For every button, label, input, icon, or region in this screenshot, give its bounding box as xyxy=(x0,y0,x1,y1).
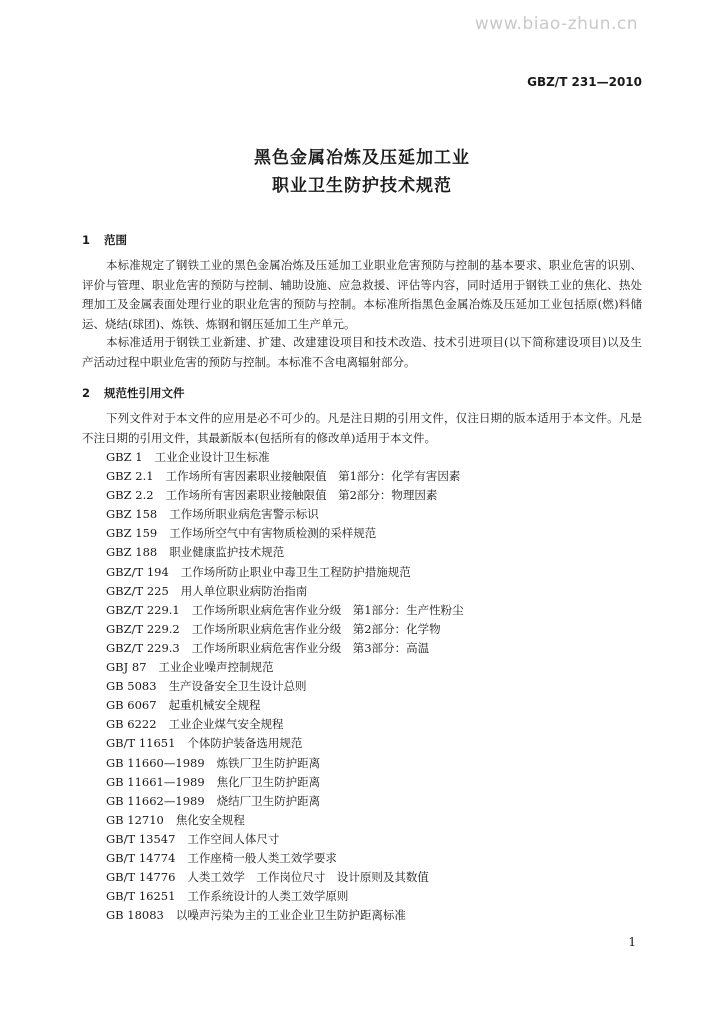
reference-item xyxy=(106,563,464,582)
reference-title: 工作场所有害因素职业接触限值 第1部分：化学有害因素 xyxy=(165,469,461,484)
reference-code: GB 5083 xyxy=(106,679,157,694)
reference-list xyxy=(106,448,464,925)
reference-code: GBZ 2.1 xyxy=(106,469,154,484)
reference-code: GB 12710 xyxy=(106,812,164,827)
reference-code: GB/T 14776 xyxy=(106,870,176,885)
reference-code: GBZ/T 194 xyxy=(106,564,169,579)
reference-code: GBZ 2.2 xyxy=(106,488,154,503)
reference-title: 生产设备安全卫生设计总则 xyxy=(168,679,307,694)
reference-code: GB 11660—1989 xyxy=(106,755,205,770)
section2-intro: 下列文件对于本文件的应用是必不可少的。凡是注日期的引用文件，仅注日期的版本适用于本文件。凡是不注日期的引用文件，其最新版本(包括所有的修改单)适用于本文件。 xyxy=(82,411,642,445)
reference-item xyxy=(106,792,464,811)
reference-item xyxy=(106,715,464,734)
reference-item xyxy=(106,467,464,486)
section1-title: 范围 xyxy=(104,233,127,247)
reference-code: GB 11662—1989 xyxy=(106,793,205,808)
section2-title: 规范性引用文件 xyxy=(104,386,185,400)
reference-code: GBZ 159 xyxy=(106,526,158,541)
reference-code: GBZ/T 229.3 xyxy=(106,640,180,655)
reference-item xyxy=(106,773,464,792)
reference-code: GBZ 1 xyxy=(106,450,143,464)
reference-title: 工作场所职业病危害作业分级 第2部分：化学物 xyxy=(191,621,441,636)
reference-code: GB/T 13547 xyxy=(106,831,176,846)
reference-code: GBJ 87 xyxy=(106,660,147,675)
standard-code: GBZ/T 231—2010 xyxy=(527,75,642,89)
section2-number: 2 xyxy=(82,386,91,400)
reference-code: GBZ/T 229.1 xyxy=(106,602,180,617)
reference-code: GBZ 158 xyxy=(106,507,158,522)
reference-code: GB/T 16251 xyxy=(106,889,176,904)
reference-title: 工作场所职业病危害作业分级 第3部分：高温 xyxy=(191,640,430,655)
reference-title: 工作空间人体尺寸 xyxy=(187,831,280,846)
reference-title: 工作场所空气中有害物质检测的采样规范 xyxy=(169,526,377,541)
reference-title: 工作场所职业病危害警示标识 xyxy=(169,507,319,522)
section1-paragraph2: 本标准适用于钢铁工业新建、扩建、改建建设项目和技术改造、技术引进项目(以下简称建设项目)以及生产活动过程中职业危害的预防与控制。本标准不含电离辐射部分。 xyxy=(82,335,642,369)
reference-title: 个体防护装备选用规范 xyxy=(187,736,303,751)
page-number: 1 xyxy=(628,935,636,949)
reference-code: GB 18083 xyxy=(106,908,164,923)
reference-title: 炼铁厂卫生防护距离 xyxy=(216,755,321,770)
reference-title: 用人单位职业病防治指南 xyxy=(180,583,308,598)
section2-heading xyxy=(82,385,185,401)
reference-code: GBZ 188 xyxy=(106,545,158,560)
reference-code: GBZ/T 229.2 xyxy=(106,621,180,636)
reference-item xyxy=(106,696,464,715)
reference-item xyxy=(106,524,464,543)
section1-paragraph1: 本标准规定了钢铁工业的黑色金属冶炼及压延加工业职业危害预防与控制的基本要求、职业危害的识别、评价与管理、职业危害的预防与控制、辅助设施、应急救援、评估等内容，同时适用于钢铁工业的焦化、热处理加工及金属表面处理行业的职业危害的预防与控制。本标准所指黑色金属冶炼及压延加工业包括原(燃)料储运、烧结(球团)、炼铁、炼钢和钢压延加工生产单元。 xyxy=(82,258,642,332)
reference-item xyxy=(106,811,464,830)
reference-title: 工作场所有害因素职业接触限值 第2部分：物理因素 xyxy=(165,488,438,503)
watermark: www.biao-zhun.cn xyxy=(474,14,638,34)
reference-item xyxy=(106,887,464,906)
reference-item xyxy=(106,658,464,677)
reference-item xyxy=(106,734,464,753)
reference-title: 工作座椅一般人类工效学要求 xyxy=(187,850,337,865)
reference-title: 工作场所职业病危害作业分级 第1部分：生产性粉尘 xyxy=(191,602,464,617)
reference-code: GB/T 14774 xyxy=(106,850,176,865)
reference-title: 工作系统设计的人类工效学原则 xyxy=(187,889,349,904)
reference-title: 工业企业设计卫生标准 xyxy=(154,450,270,464)
reference-item xyxy=(106,620,464,639)
reference-item xyxy=(106,486,464,505)
reference-item xyxy=(106,906,464,925)
reference-item xyxy=(106,849,464,868)
reference-item xyxy=(106,639,464,658)
reference-title: 职业健康监护技术规范 xyxy=(169,545,285,560)
reference-code: GBZ/T 225 xyxy=(106,583,169,598)
document-title-line2: 职业卫生防护技术规范 xyxy=(272,176,452,196)
reference-item xyxy=(106,677,464,696)
document-title-line1: 黑色金属冶炼及压延加工业 xyxy=(254,148,470,168)
reference-title: 人类工效学 工作岗位尺寸 设计原则及其数值 xyxy=(187,870,429,885)
reference-title: 焦化厂卫生防护距离 xyxy=(216,774,321,789)
reference-code: GB 6222 xyxy=(106,717,157,732)
reference-item xyxy=(106,448,464,467)
reference-item xyxy=(106,543,464,562)
reference-title: 工业企业噪声控制规范 xyxy=(158,660,274,675)
reference-title: 工作场所防止职业中毒卫生工程防护措施规范 xyxy=(180,564,411,579)
reference-item xyxy=(106,830,464,849)
reference-item xyxy=(106,601,464,620)
reference-item xyxy=(106,505,464,524)
reference-code: GB 6067 xyxy=(106,698,157,713)
section1-heading xyxy=(82,232,127,248)
reference-title: 工业企业煤气安全规程 xyxy=(168,717,284,732)
reference-title: 起重机械安全规程 xyxy=(168,698,261,713)
reference-item xyxy=(106,754,464,773)
section1-number: 1 xyxy=(82,233,91,247)
reference-title: 以噪声污染为主的工业企业卫生防护距离标准 xyxy=(175,908,406,923)
reference-title: 焦化安全规程 xyxy=(175,812,245,827)
reference-code: GB/T 11651 xyxy=(106,736,176,751)
reference-code: GB 11661—1989 xyxy=(106,774,205,789)
reference-title: 烧结厂卫生防护距离 xyxy=(216,793,321,808)
reference-item xyxy=(106,582,464,601)
reference-item xyxy=(106,868,464,887)
